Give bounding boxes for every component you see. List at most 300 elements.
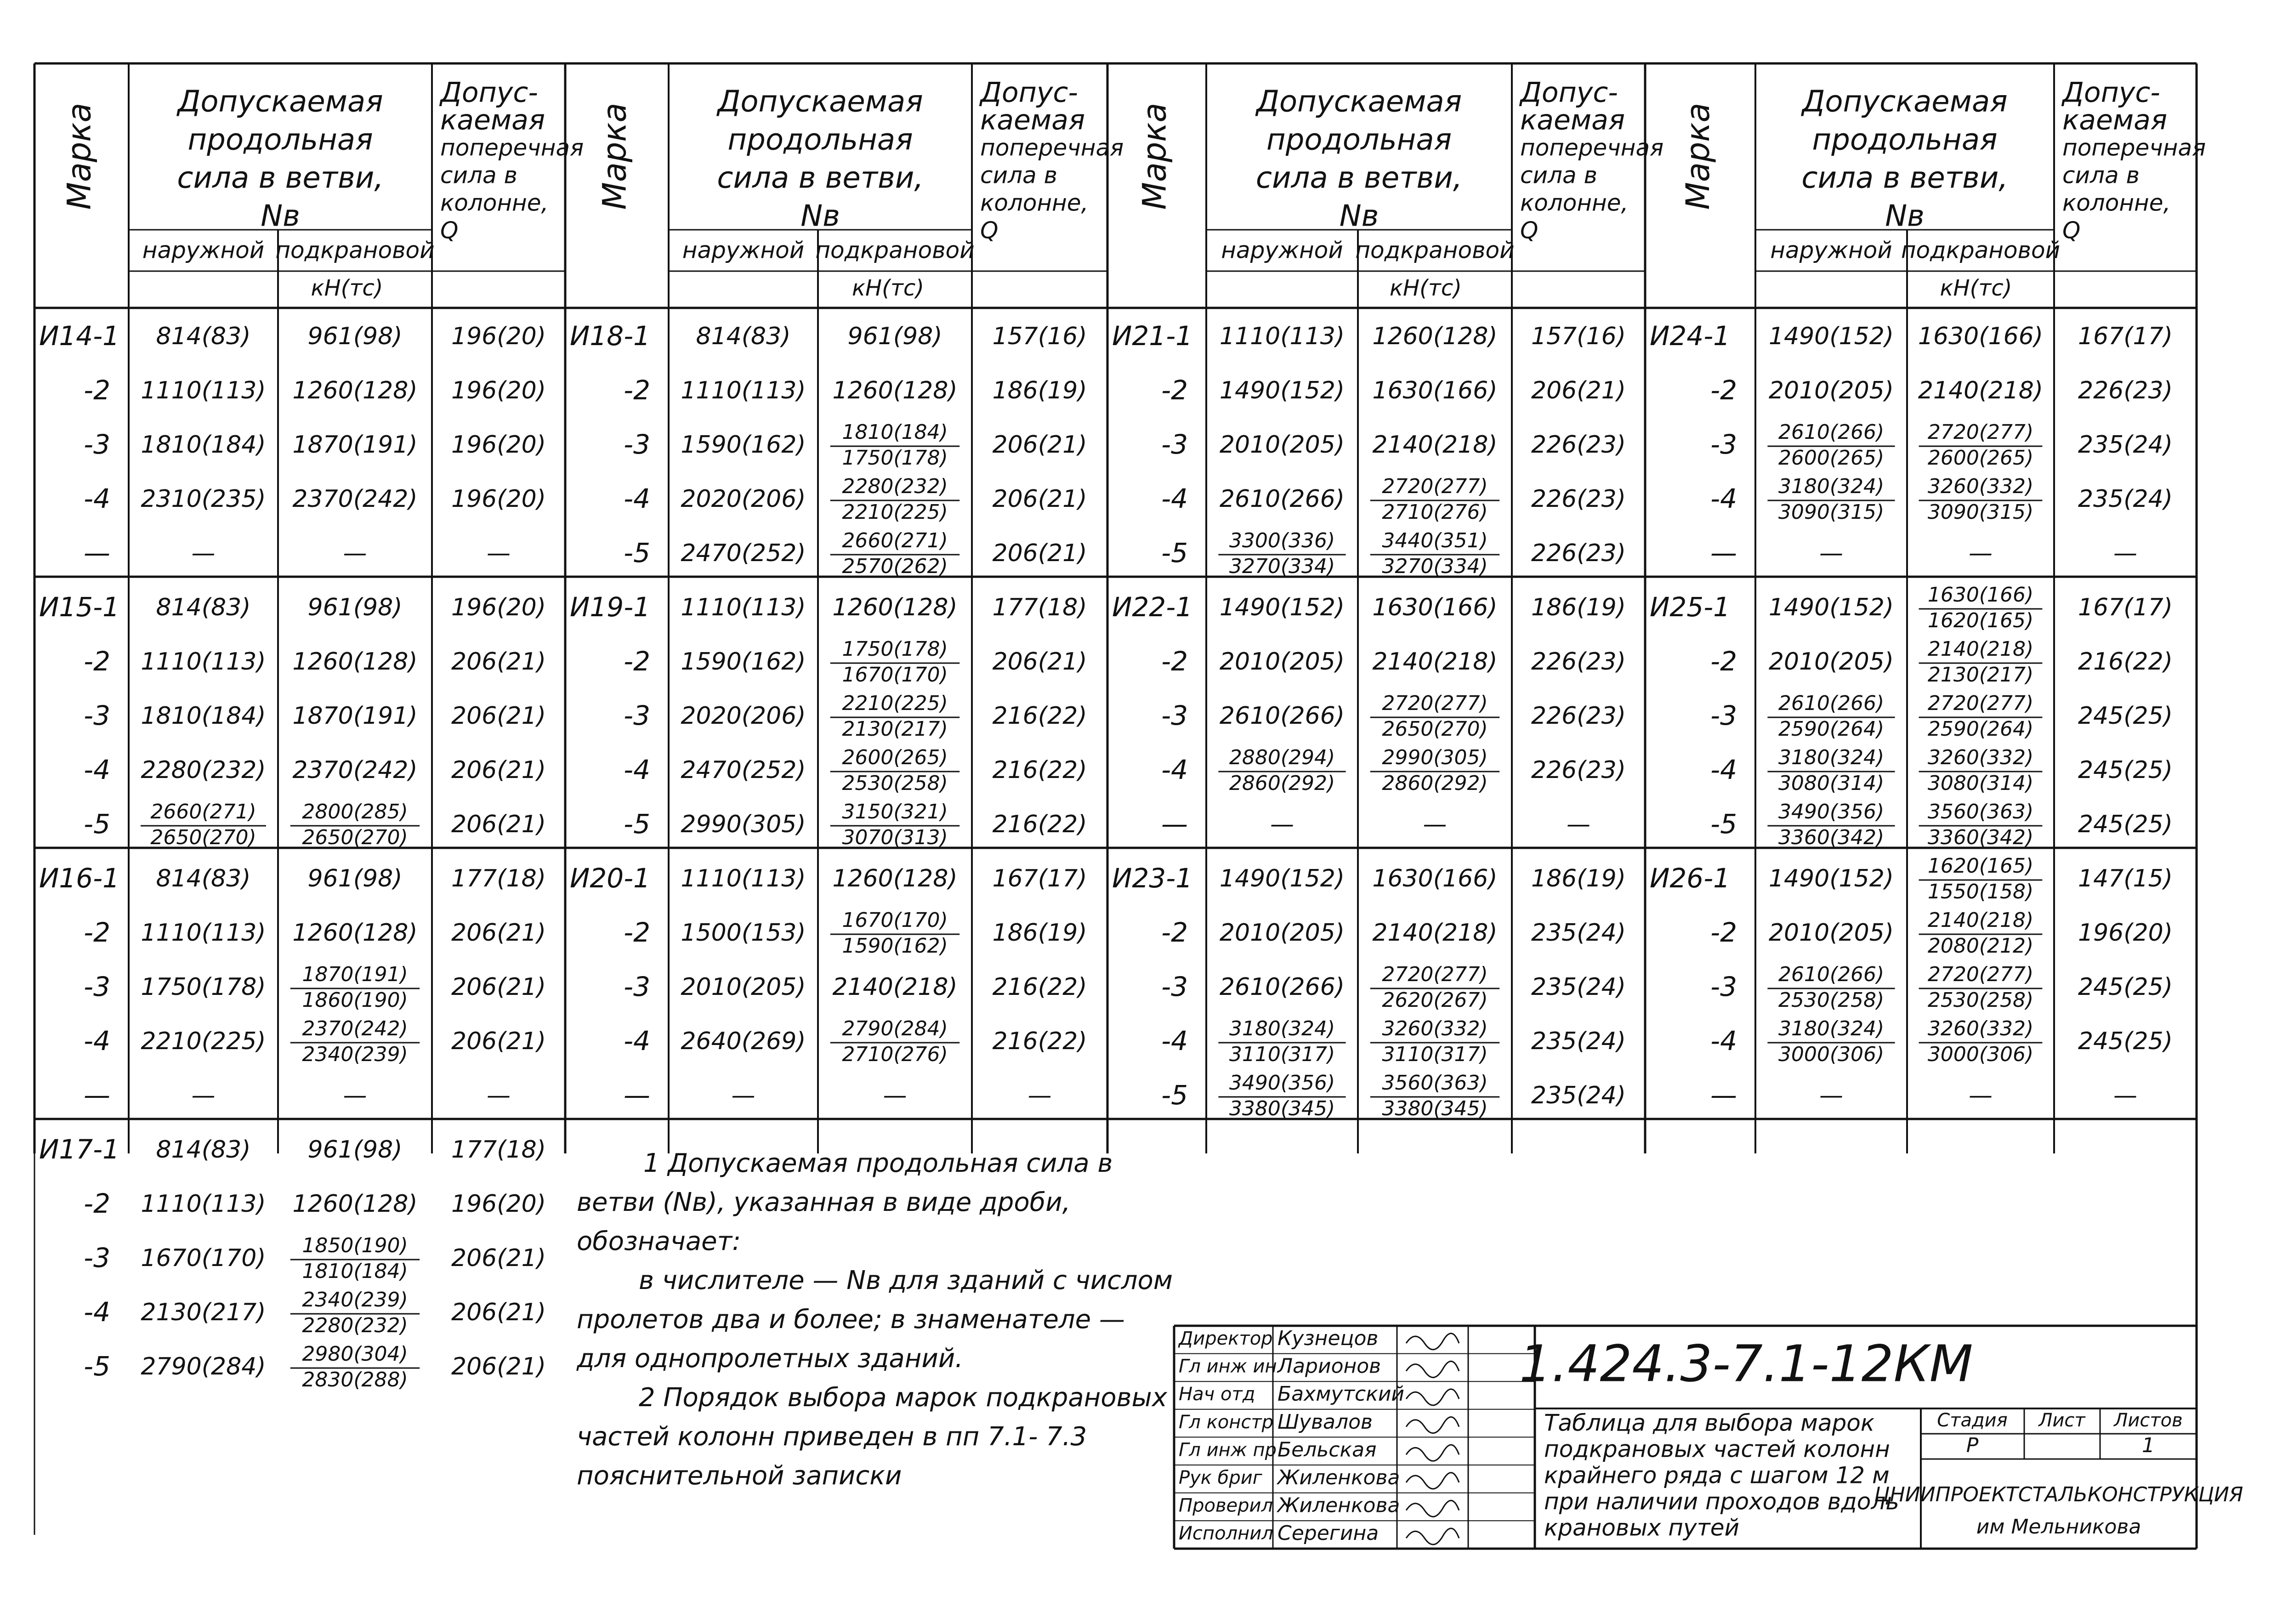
- mark-label: -2: [624, 646, 650, 677]
- mark-label: -3: [624, 700, 650, 732]
- shear-value: 196(20): [451, 485, 546, 513]
- shear-value: 235(24): [2078, 485, 2173, 513]
- denominator-value: 3090(315): [1778, 500, 1885, 524]
- column-header-marka: [1679, 103, 1717, 210]
- transverse-header-line: сила в: [1520, 162, 1597, 189]
- shear-value: 235(24): [1531, 1028, 1626, 1055]
- numerator-value: 3560(363): [1382, 1071, 1488, 1095]
- numerator-value: 1620(165): [1927, 854, 2034, 878]
- mark-label: И14-1: [39, 320, 120, 352]
- shear-value: 206(21): [451, 973, 546, 1001]
- mark-label: -3: [84, 429, 110, 460]
- transverse-header-line: каемая: [440, 104, 545, 136]
- stamp-role: Исполнил: [1179, 1523, 1273, 1545]
- mark-label: И19-1: [570, 591, 651, 623]
- cell-value: 1110(113): [681, 865, 806, 892]
- notes-block: [576, 1148, 1173, 1491]
- mark-label: -4: [1710, 1025, 1737, 1057]
- cell-value: 814(83): [156, 323, 251, 350]
- transverse-header-line: Q: [2062, 217, 2081, 244]
- numerator-value: 3490(356): [1229, 1071, 1335, 1095]
- numerator-value: 2790(284): [842, 1017, 948, 1040]
- longitudinal-header-line: Nв: [801, 199, 840, 233]
- cell-value: —: [343, 539, 367, 567]
- mark-label: И22-1: [1112, 591, 1193, 623]
- cell-value: 2010(205): [681, 973, 806, 1001]
- shear-value: 216(22): [992, 973, 1087, 1001]
- cell-value: 1490(152): [1768, 865, 1894, 892]
- mark-label: И25-1: [1650, 591, 1731, 623]
- numerator-value: 2280(232): [842, 475, 948, 498]
- cell-value: 1630(166): [1372, 594, 1498, 621]
- sheets-value: 1: [2142, 1434, 2155, 1457]
- numerator-value: 2720(277): [1382, 692, 1488, 715]
- mark-label: -2: [1710, 375, 1737, 406]
- denominator-value: 2600(265): [1778, 446, 1885, 470]
- cell-value: 1590(162): [681, 648, 806, 676]
- signature-mark: [1406, 1445, 1459, 1461]
- denominator-value: 3070(313): [842, 826, 948, 849]
- longitudinal-header-line: Nв: [1885, 199, 1925, 233]
- numerator-value: 1850(190): [302, 1234, 408, 1257]
- cell-value: —: [343, 1082, 367, 1109]
- signature-mark: [1406, 1528, 1459, 1545]
- drawing-title-line: при наличии проходов вдоль: [1544, 1488, 1899, 1515]
- shear-value: 206(21): [451, 1353, 546, 1380]
- cell-value: 1110(113): [681, 377, 806, 404]
- signature-mark: [1406, 1389, 1459, 1405]
- mark-label: И15-1: [39, 591, 120, 623]
- mark-label: —: [84, 1079, 110, 1111]
- shear-value: 186(19): [1531, 865, 1626, 892]
- transverse-header-line: колонне,: [980, 189, 1089, 216]
- mark-label: -3: [84, 1242, 110, 1274]
- longitudinal-header-line: продольная: [187, 123, 373, 157]
- shear-value: 206(21): [451, 1244, 546, 1272]
- mark-label: -2: [84, 917, 110, 948]
- transverse-header-line: каемая: [2062, 104, 2168, 136]
- cell-value: 814(83): [696, 323, 791, 350]
- denominator-value: 2530(258): [842, 772, 948, 795]
- mark-label: —: [1161, 808, 1188, 840]
- shear-value: 245(25): [2078, 702, 2173, 730]
- longitudinal-header-line: Допускаемая: [177, 85, 383, 119]
- cell-value: 961(98): [307, 323, 403, 350]
- cell-value: 1810(184): [141, 431, 266, 459]
- numerator-value: 1630(166): [1927, 583, 2034, 607]
- cell-value: 961(98): [307, 865, 403, 892]
- cell-value: 2140(218): [1372, 648, 1498, 676]
- cell-value: 2280(232): [141, 756, 266, 784]
- denominator-value: 3080(314): [1778, 772, 1885, 795]
- shear-value: 226(23): [1531, 485, 1626, 513]
- crane-branch-header: подкрановой: [815, 237, 975, 264]
- denominator-value: 2530(258): [1778, 988, 1885, 1012]
- stamp-role: Рук бриг: [1179, 1467, 1262, 1488]
- numerator-value: 2720(277): [1927, 420, 2034, 444]
- numerator-value: 2340(239): [302, 1288, 408, 1312]
- cell-value: 2020(206): [681, 702, 806, 730]
- shear-value: 206(21): [451, 919, 546, 947]
- cell-value: 2010(205): [1219, 919, 1345, 947]
- stamp-name: Жиленкова: [1277, 1493, 1400, 1517]
- shear-value: 206(21): [992, 539, 1087, 567]
- drawing-title-line: Таблица для выбора марок: [1544, 1409, 1875, 1437]
- denominator-value: 2710(276): [842, 1043, 948, 1066]
- denominator-value: 2860(292): [1382, 772, 1488, 795]
- note-line: 1 Допускаемая продольная сила в: [643, 1148, 1113, 1179]
- numerator-value: 1670(170): [842, 909, 948, 932]
- stage-value: Р: [1966, 1434, 1979, 1457]
- shear-value: 245(25): [2078, 1028, 2173, 1055]
- signature-mark: [1406, 1417, 1459, 1433]
- shear-value: 226(23): [1531, 431, 1626, 459]
- shear-value: 157(16): [1531, 323, 1626, 350]
- cell-value: 2790(284): [141, 1353, 266, 1380]
- transverse-header-line: сила в: [980, 162, 1057, 189]
- cell-value: 961(98): [847, 323, 942, 350]
- mark-label: -5: [84, 1351, 110, 1382]
- transverse-header-line: колонне,: [440, 189, 549, 216]
- drawing-title-line: крановых путей: [1544, 1514, 1739, 1541]
- mark-label: -3: [624, 971, 650, 1003]
- mark-label: -2: [1161, 917, 1188, 948]
- denominator-value: 2650(270): [1382, 717, 1488, 741]
- denominator-value: 3360(342): [1927, 826, 2034, 849]
- transverse-header-line: Q: [440, 217, 459, 244]
- longitudinal-header-line: продольная: [1812, 123, 1998, 157]
- cell-value: 2010(205): [1219, 431, 1345, 459]
- denominator-value: 2600(265): [1927, 446, 2034, 470]
- shear-value: 186(19): [992, 919, 1087, 947]
- stamp-name: Шувалов: [1277, 1410, 1373, 1434]
- shear-value: 235(24): [1531, 919, 1626, 947]
- denominator-value: 1750(178): [842, 446, 948, 470]
- mark-label: -3: [1710, 971, 1737, 1003]
- mark-label: -2: [84, 646, 110, 677]
- cell-value: 1110(113): [141, 1190, 266, 1218]
- numerator-value: 2610(266): [1778, 692, 1885, 715]
- shear-value: 196(20): [451, 377, 546, 404]
- denominator-value: 3270(334): [1382, 555, 1488, 578]
- shear-value: 226(23): [1531, 756, 1626, 784]
- units-header: кН(тс): [1390, 275, 1462, 301]
- signature-mark: [1406, 1500, 1459, 1516]
- cell-value: —: [1819, 539, 1843, 567]
- denominator-value: 2650(270): [150, 826, 256, 849]
- note-line: частей колонн приведен в пп 7.1- 7.3: [577, 1422, 1087, 1452]
- numerator-value: 2980(304): [302, 1342, 408, 1366]
- stamp-name: Ларионов: [1277, 1354, 1381, 1378]
- shear-value: 206(21): [451, 648, 546, 676]
- numerator-value: 2800(285): [302, 800, 408, 823]
- denominator-value: 3000(306): [1778, 1043, 1885, 1066]
- drawing-title-line: крайнего ряда с шагом 12 м: [1544, 1462, 1890, 1489]
- outer-branch-header: наружной: [142, 237, 265, 264]
- mark-label: -5: [1161, 537, 1188, 569]
- transverse-header-line: Допус-: [1520, 76, 1618, 109]
- sheet-label: Лист: [2038, 1410, 2085, 1431]
- stamp-role: Гл инж ин: [1179, 1356, 1277, 1377]
- denominator-value: 2590(264): [1927, 717, 2034, 741]
- denominator-value: 2570(262): [842, 555, 948, 578]
- cell-value: 1490(152): [1768, 323, 1894, 350]
- numerator-value: 3490(356): [1778, 800, 1885, 823]
- cell-value: 1630(166): [1918, 323, 2044, 350]
- mark-label: -5: [84, 808, 110, 840]
- transverse-header-line: сила в: [440, 162, 517, 189]
- cell-value: 961(98): [307, 1136, 403, 1164]
- mark-label: -2: [624, 375, 650, 406]
- mark-label: -3: [84, 971, 110, 1003]
- cell-value: —: [191, 539, 216, 567]
- denominator-value: 2860(292): [1229, 772, 1335, 795]
- note-line: пролетов два и более; в знаменателе —: [577, 1305, 1125, 1335]
- numerator-value: 2210(225): [842, 692, 948, 715]
- denominator-value: 1810(184): [302, 1260, 408, 1283]
- denominator-value: 2080(212): [1927, 934, 2034, 958]
- outer-branch-header: наружной: [682, 237, 805, 264]
- numerator-value: 3260(332): [1927, 1017, 2034, 1040]
- mark-label: -4: [1161, 483, 1188, 515]
- signature-mark: [1406, 1361, 1459, 1377]
- note-line: ветви (Nв), указанная в виде дроби,: [577, 1187, 1071, 1218]
- numerator-value: 2880(294): [1229, 746, 1335, 769]
- denominator-value: 2130(217): [842, 717, 948, 741]
- transverse-header-line: каемая: [980, 104, 1085, 136]
- shear-value: 206(21): [1531, 377, 1626, 404]
- cell-value: 1110(113): [141, 648, 266, 676]
- mark-label: -4: [624, 1025, 650, 1057]
- denominator-value: 2280(232): [302, 1314, 408, 1337]
- transverse-header-line: Допус-: [2062, 76, 2160, 109]
- shear-value: 206(21): [992, 485, 1087, 513]
- numerator-value: 2660(271): [150, 800, 256, 823]
- mark-label: И16-1: [39, 863, 120, 894]
- denominator-value: 1620(165): [1927, 609, 2034, 632]
- cell-value: 1630(166): [1372, 865, 1498, 892]
- cell-value: 1750(178): [141, 973, 266, 1001]
- cell-value: 2140(218): [1372, 431, 1498, 459]
- note-line: обозначает:: [577, 1227, 741, 1257]
- transverse-header-line: сила в: [2062, 162, 2140, 189]
- shear-value: 186(19): [1531, 594, 1626, 621]
- numerator-value: 2140(218): [1927, 909, 2034, 932]
- shear-value: 245(25): [2078, 811, 2173, 838]
- cell-value: 1490(152): [1219, 377, 1345, 404]
- denominator-value: 2620(267): [1382, 988, 1488, 1012]
- crane-branch-header: подкрановой: [1901, 237, 2061, 264]
- note-line: для однопролетных зданий.: [577, 1344, 963, 1374]
- cell-value: 2210(225): [141, 1028, 266, 1055]
- cell-value: 814(83): [156, 1136, 251, 1164]
- transverse-header-line: Допус-: [980, 76, 1078, 109]
- longitudinal-header-line: продольная: [1266, 123, 1452, 157]
- stamp-name: Жиленкова: [1277, 1466, 1400, 1489]
- mark-label: И23-1: [1112, 863, 1193, 894]
- numerator-value: 3180(324): [1778, 746, 1885, 769]
- shear-value: 177(18): [451, 865, 546, 892]
- numerator-value: 2370(242): [302, 1017, 408, 1040]
- mark-label: -3: [1710, 700, 1737, 732]
- drawing-title-line: подкрановых частей колонн: [1544, 1436, 1890, 1463]
- cell-value: —: [883, 1082, 907, 1109]
- denominator-value: 3380(345): [1229, 1097, 1335, 1120]
- cell-value: —: [1819, 1082, 1843, 1109]
- shear-value: 186(19): [992, 377, 1087, 404]
- shear-value: 226(23): [1531, 702, 1626, 730]
- denominator-value: 3270(334): [1229, 555, 1335, 578]
- cell-value: —: [1423, 811, 1447, 838]
- mark-label: -2: [84, 375, 110, 406]
- shear-value: 216(22): [992, 756, 1087, 784]
- units-header: кН(тс): [311, 275, 383, 301]
- units-header: кН(тс): [852, 275, 924, 301]
- cell-value: 1870(191): [292, 702, 418, 730]
- shear-value: 206(21): [451, 811, 546, 838]
- mark-label: —: [1710, 1079, 1737, 1111]
- column-header-marka: [1136, 103, 1174, 210]
- numerator-value: 2660(271): [842, 529, 948, 552]
- shear-value: 167(17): [992, 865, 1087, 892]
- mark-label: —: [624, 1079, 650, 1111]
- denominator-value: 3380(345): [1382, 1097, 1488, 1120]
- longitudinal-header-line: Nв: [1339, 199, 1379, 233]
- stamp-name: Серегина: [1277, 1522, 1379, 1545]
- cell-value: 1260(128): [1372, 323, 1498, 350]
- cell-value: 814(83): [156, 594, 251, 621]
- mark-label: -5: [624, 537, 650, 569]
- denominator-value: 3360(342): [1778, 826, 1885, 849]
- cell-value: 2640(269): [681, 1028, 806, 1055]
- shear-value: 196(20): [451, 431, 546, 459]
- denominator-value: 2530(258): [1927, 988, 2034, 1012]
- cell-value: 1260(128): [292, 377, 418, 404]
- cell-value: 1110(113): [141, 377, 266, 404]
- transverse-header-line: каемая: [1520, 104, 1625, 136]
- mark-label: -2: [1161, 646, 1188, 677]
- cell-value: 1670(170): [141, 1244, 266, 1272]
- longitudinal-header-line: продольная: [727, 123, 913, 157]
- denominator-value: 3090(315): [1927, 500, 2034, 524]
- numerator-value: 3260(332): [1382, 1017, 1488, 1040]
- stage-label: Стадия: [1937, 1410, 2008, 1431]
- shear-value: 216(22): [992, 1028, 1087, 1055]
- numerator-value: 2610(266): [1778, 963, 1885, 986]
- mark-label: —: [1710, 537, 1737, 569]
- mark-label: -4: [84, 754, 110, 786]
- cell-value: 2130(217): [141, 1299, 266, 1326]
- longitudinal-header-line: Допускаемая: [1802, 85, 2008, 119]
- mark-label: -2: [1710, 646, 1737, 677]
- signature-mark: [1406, 1334, 1459, 1350]
- mark-label: -2: [1161, 375, 1188, 406]
- mark-label: -4: [624, 483, 650, 515]
- column-header-marka: [61, 103, 98, 210]
- mark-label: И17-1: [39, 1134, 120, 1165]
- shear-value: 196(20): [451, 323, 546, 350]
- cell-value: 2610(266): [1219, 702, 1345, 730]
- shear-value: 226(23): [1531, 539, 1626, 567]
- denominator-value: 1860(190): [302, 988, 408, 1012]
- denominator-value: 3080(314): [1927, 772, 2034, 795]
- cell-value: 2610(266): [1219, 485, 1345, 513]
- numerator-value: 2720(277): [1927, 692, 2034, 715]
- marka-header: Марка: [1135, 102, 1174, 210]
- marka-header: Марка: [596, 102, 634, 210]
- cell-value: 2310(235): [141, 485, 266, 513]
- shear-value: 177(18): [451, 1136, 546, 1164]
- shear-value: —: [2113, 539, 2137, 567]
- cell-value: 1630(166): [1372, 377, 1498, 404]
- denominator-value: 2650(270): [302, 826, 408, 849]
- cell-value: 2140(218): [832, 973, 958, 1001]
- mark-label: -3: [1161, 971, 1188, 1003]
- mark-label: И21-1: [1112, 320, 1193, 352]
- transverse-header-line: колонне,: [1520, 189, 1629, 216]
- outer-branch-header: наружной: [1770, 237, 1892, 264]
- shear-value: 245(25): [2078, 756, 2173, 784]
- shear-value: —: [487, 1082, 511, 1109]
- mark-label: -4: [1710, 754, 1737, 786]
- longitudinal-header-line: Допускаемая: [1256, 85, 1462, 119]
- denominator-value: 3110(317): [1382, 1043, 1488, 1066]
- shear-value: 245(25): [2078, 973, 2173, 1001]
- mark-label: -2: [84, 1188, 110, 1220]
- numerator-value: 3440(351): [1382, 529, 1488, 552]
- numerator-value: 2140(218): [1927, 637, 2034, 661]
- column-header-marka: [596, 103, 634, 210]
- longitudinal-header-line: сила в ветви,: [1255, 161, 1463, 195]
- longitudinal-header-line: сила в ветви,: [1801, 161, 2008, 195]
- cell-value: 2610(266): [1219, 973, 1345, 1001]
- shear-value: 216(22): [2078, 648, 2173, 676]
- stamp-role: Гл констр: [1179, 1411, 1274, 1433]
- drawing-code: 1.424.3-7.1-12КМ: [1519, 1334, 1973, 1393]
- denominator-value: 2210(225): [842, 500, 948, 524]
- cell-value: 2140(218): [1918, 377, 2044, 404]
- numerator-value: 1870(191): [302, 963, 408, 986]
- cell-value: 1260(128): [832, 594, 958, 621]
- stamp-role: Нач отд: [1179, 1384, 1255, 1405]
- cell-value: 2010(205): [1768, 919, 1894, 947]
- organization-name: им Мельникова: [1976, 1515, 2141, 1539]
- shear-value: 196(20): [451, 594, 546, 621]
- mark-label: -4: [1161, 754, 1188, 786]
- transverse-header-line: Допус-: [440, 76, 538, 109]
- mark-label: И18-1: [570, 320, 651, 352]
- numerator-value: 2600(265): [842, 746, 948, 769]
- mark-label: -5: [1710, 808, 1737, 840]
- mark-label: -2: [624, 917, 650, 948]
- shear-value: 235(24): [1531, 1082, 1626, 1109]
- numerator-value: 3180(324): [1778, 1017, 1885, 1040]
- shear-value: —: [2113, 1082, 2137, 1109]
- cell-value: —: [191, 1082, 216, 1109]
- cell-value: 2470(252): [681, 756, 806, 784]
- numerator-value: 2720(277): [1382, 963, 1488, 986]
- shear-value: 206(21): [451, 756, 546, 784]
- cell-value: 1490(152): [1219, 865, 1345, 892]
- cell-value: 2470(252): [681, 539, 806, 567]
- shear-value: 147(15): [2078, 865, 2173, 892]
- cell-value: 1500(153): [681, 919, 806, 947]
- mark-label: И24-1: [1650, 320, 1731, 352]
- denominator-value: 2130(217): [1927, 663, 2034, 687]
- transverse-header-line: поперечная: [440, 134, 584, 161]
- transverse-header-line: поперечная: [1520, 134, 1664, 161]
- marka-header: Марка: [60, 102, 98, 210]
